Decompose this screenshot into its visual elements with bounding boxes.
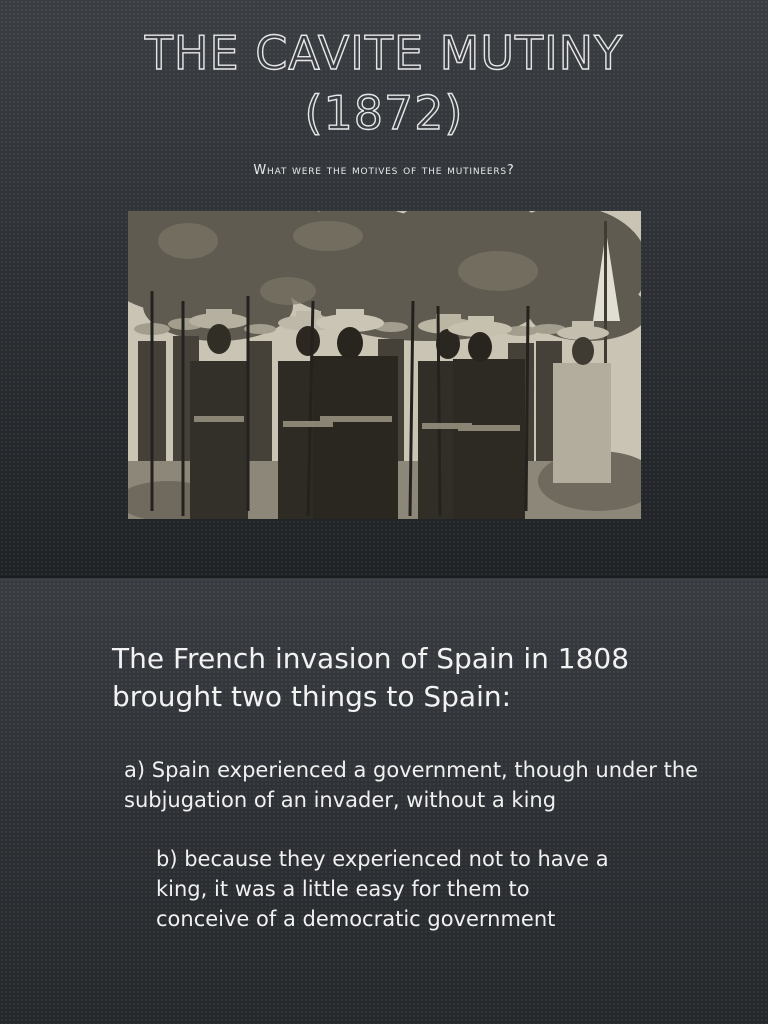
slide-title-line-1: THE CAVITE MUTINY: [144, 26, 624, 80]
slide-subtitle: What were the motives of the mutineers?: [253, 163, 515, 178]
bullet-item-a: a) Spain experienced a government, though under the subjugation of an invader, without a king: [124, 758, 699, 812]
photo-image: [128, 211, 641, 519]
slide-title-line-2: (1872): [304, 86, 464, 140]
bullet-item-b: b) because they experienced not to have a king, it was a little easy for them to conceive of a democratic government: [156, 847, 609, 931]
mutineers-photo: [128, 211, 641, 519]
slide-content: [0, 578, 768, 1024]
slide-heading: The French invasion of Spain in 1808 brought two things to Spain:: [112, 642, 630, 713]
